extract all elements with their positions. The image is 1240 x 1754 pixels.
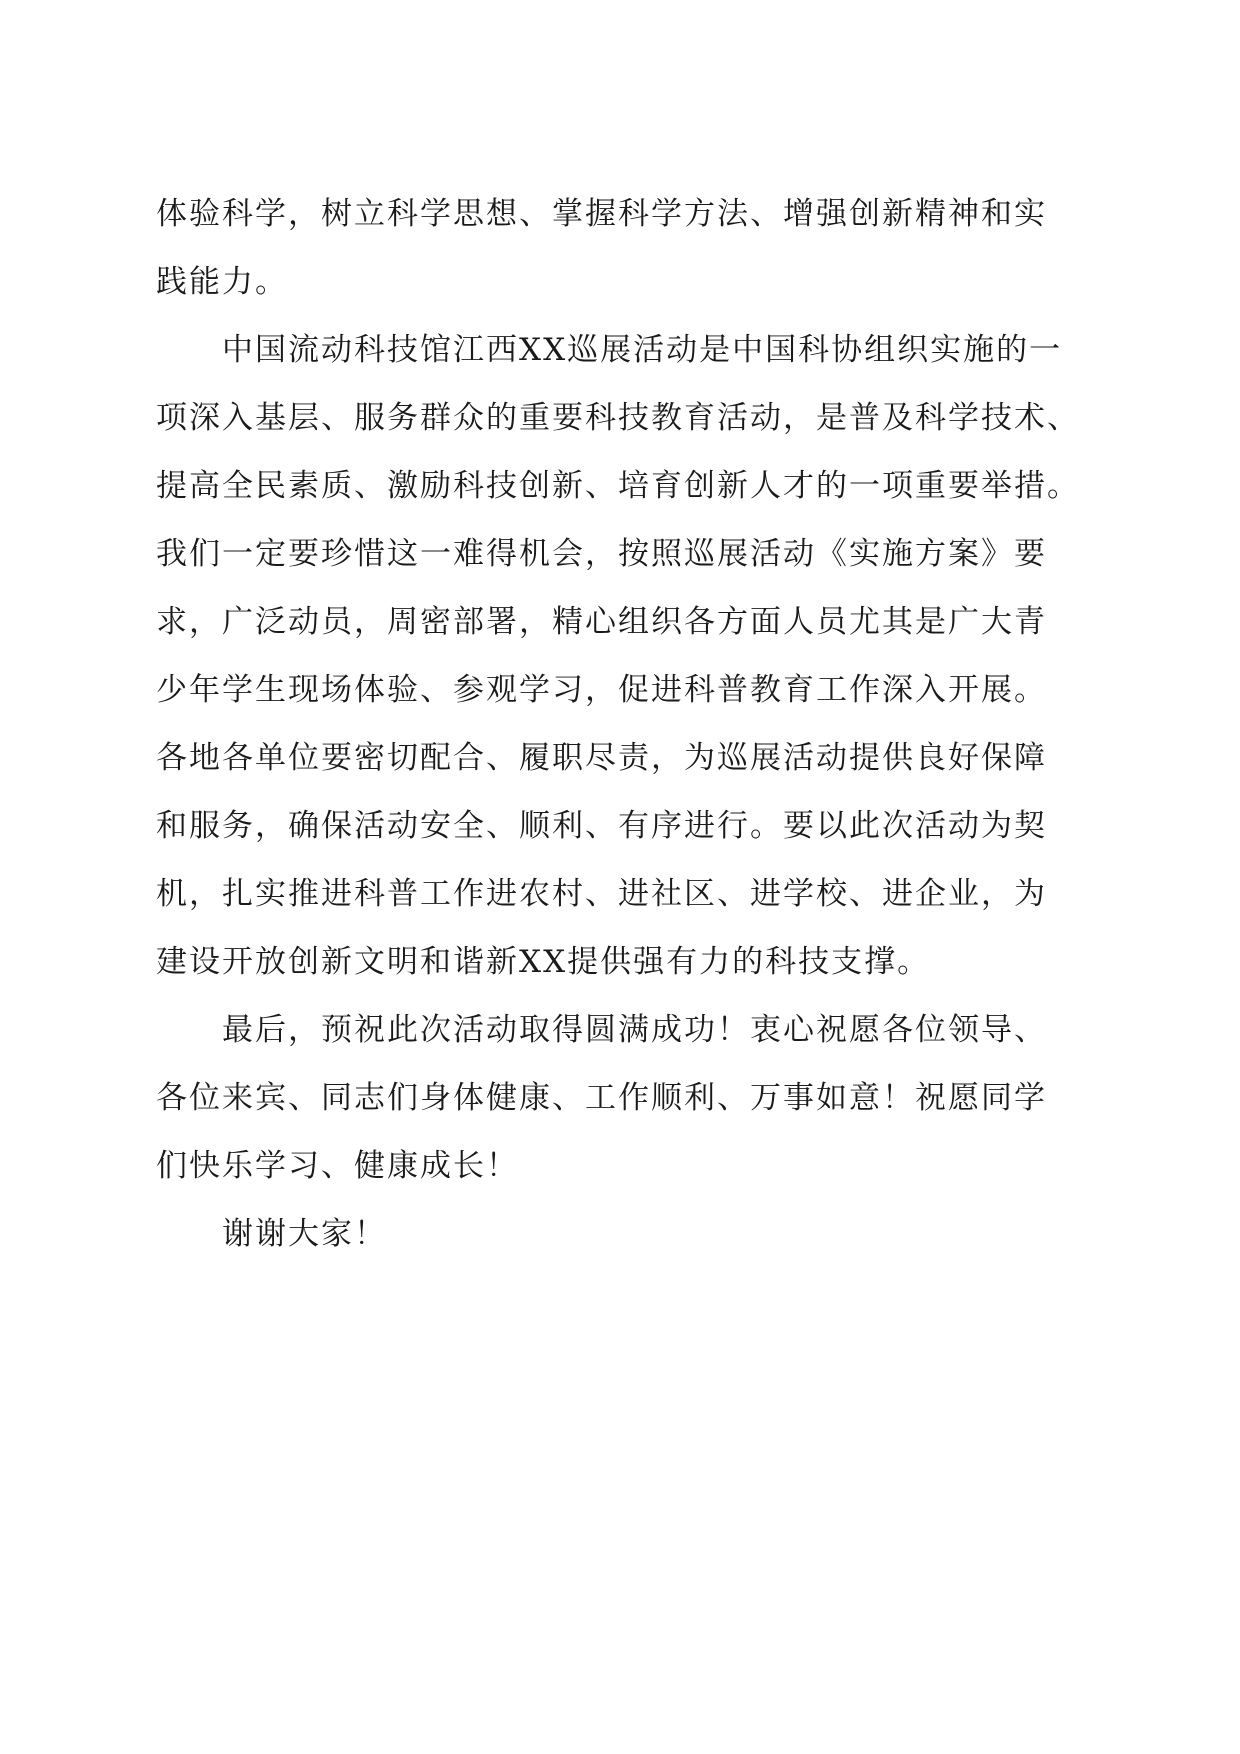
text-line: 体验科学，树立科学思想、掌握科学方法、增强创新精神和实	[156, 196, 1047, 232]
text-line: 各位来宾、同志们身体健康、工作顺利、万事如意！祝愿同学	[156, 1080, 1047, 1116]
paragraph-wishes	[156, 996, 1116, 1200]
text-line: 机，扎实推进科普工作进农村、进社区、进学校、进企业，为	[156, 876, 1047, 912]
text-line: 践能力。	[156, 264, 288, 300]
text-line: 最后，预祝此次活动取得圆满成功！衷心祝愿各位领导、	[222, 1012, 1047, 1048]
text-line: 们快乐学习、健康成长！	[156, 1148, 519, 1184]
text-line: 和服务，确保活动安全、顺利、有序进行。要以此次活动为契	[156, 808, 1047, 844]
text-line: 各地各单位要密切配合、履职尽责，为巡展活动提供良好保障	[156, 740, 1047, 776]
text-line: 项深入基层、服务群众的重要科技教育活动，是普及科学技术、	[156, 400, 1080, 436]
text-line: 提高全民素质、激励科技创新、培育创新人才的一项重要举措。	[156, 468, 1080, 504]
text-line: 建设开放创新文明和谐新XX提供强有力的科技支撑。	[156, 944, 931, 980]
text-line: 求，广泛动员，周密部署，精心组织各方面人员尤其是广大青	[156, 604, 1047, 640]
text-line: 少年学生现场体验、参观学习，促进科普教育工作深入开展。	[156, 672, 1047, 708]
paragraph-exhibition	[156, 316, 1116, 996]
document-body	[156, 180, 1116, 1268]
text-line: 我们一定要珍惜这一难得机会，按照巡展活动《实施方案》要	[156, 536, 1047, 572]
text-line: 谢谢大家！	[222, 1216, 387, 1252]
text-line: 中国流动科技馆江西XX巡展活动是中国科协组织实施的一	[222, 332, 1063, 368]
paragraph-thanks	[156, 1200, 1116, 1268]
paragraph-continuation	[156, 180, 1116, 316]
